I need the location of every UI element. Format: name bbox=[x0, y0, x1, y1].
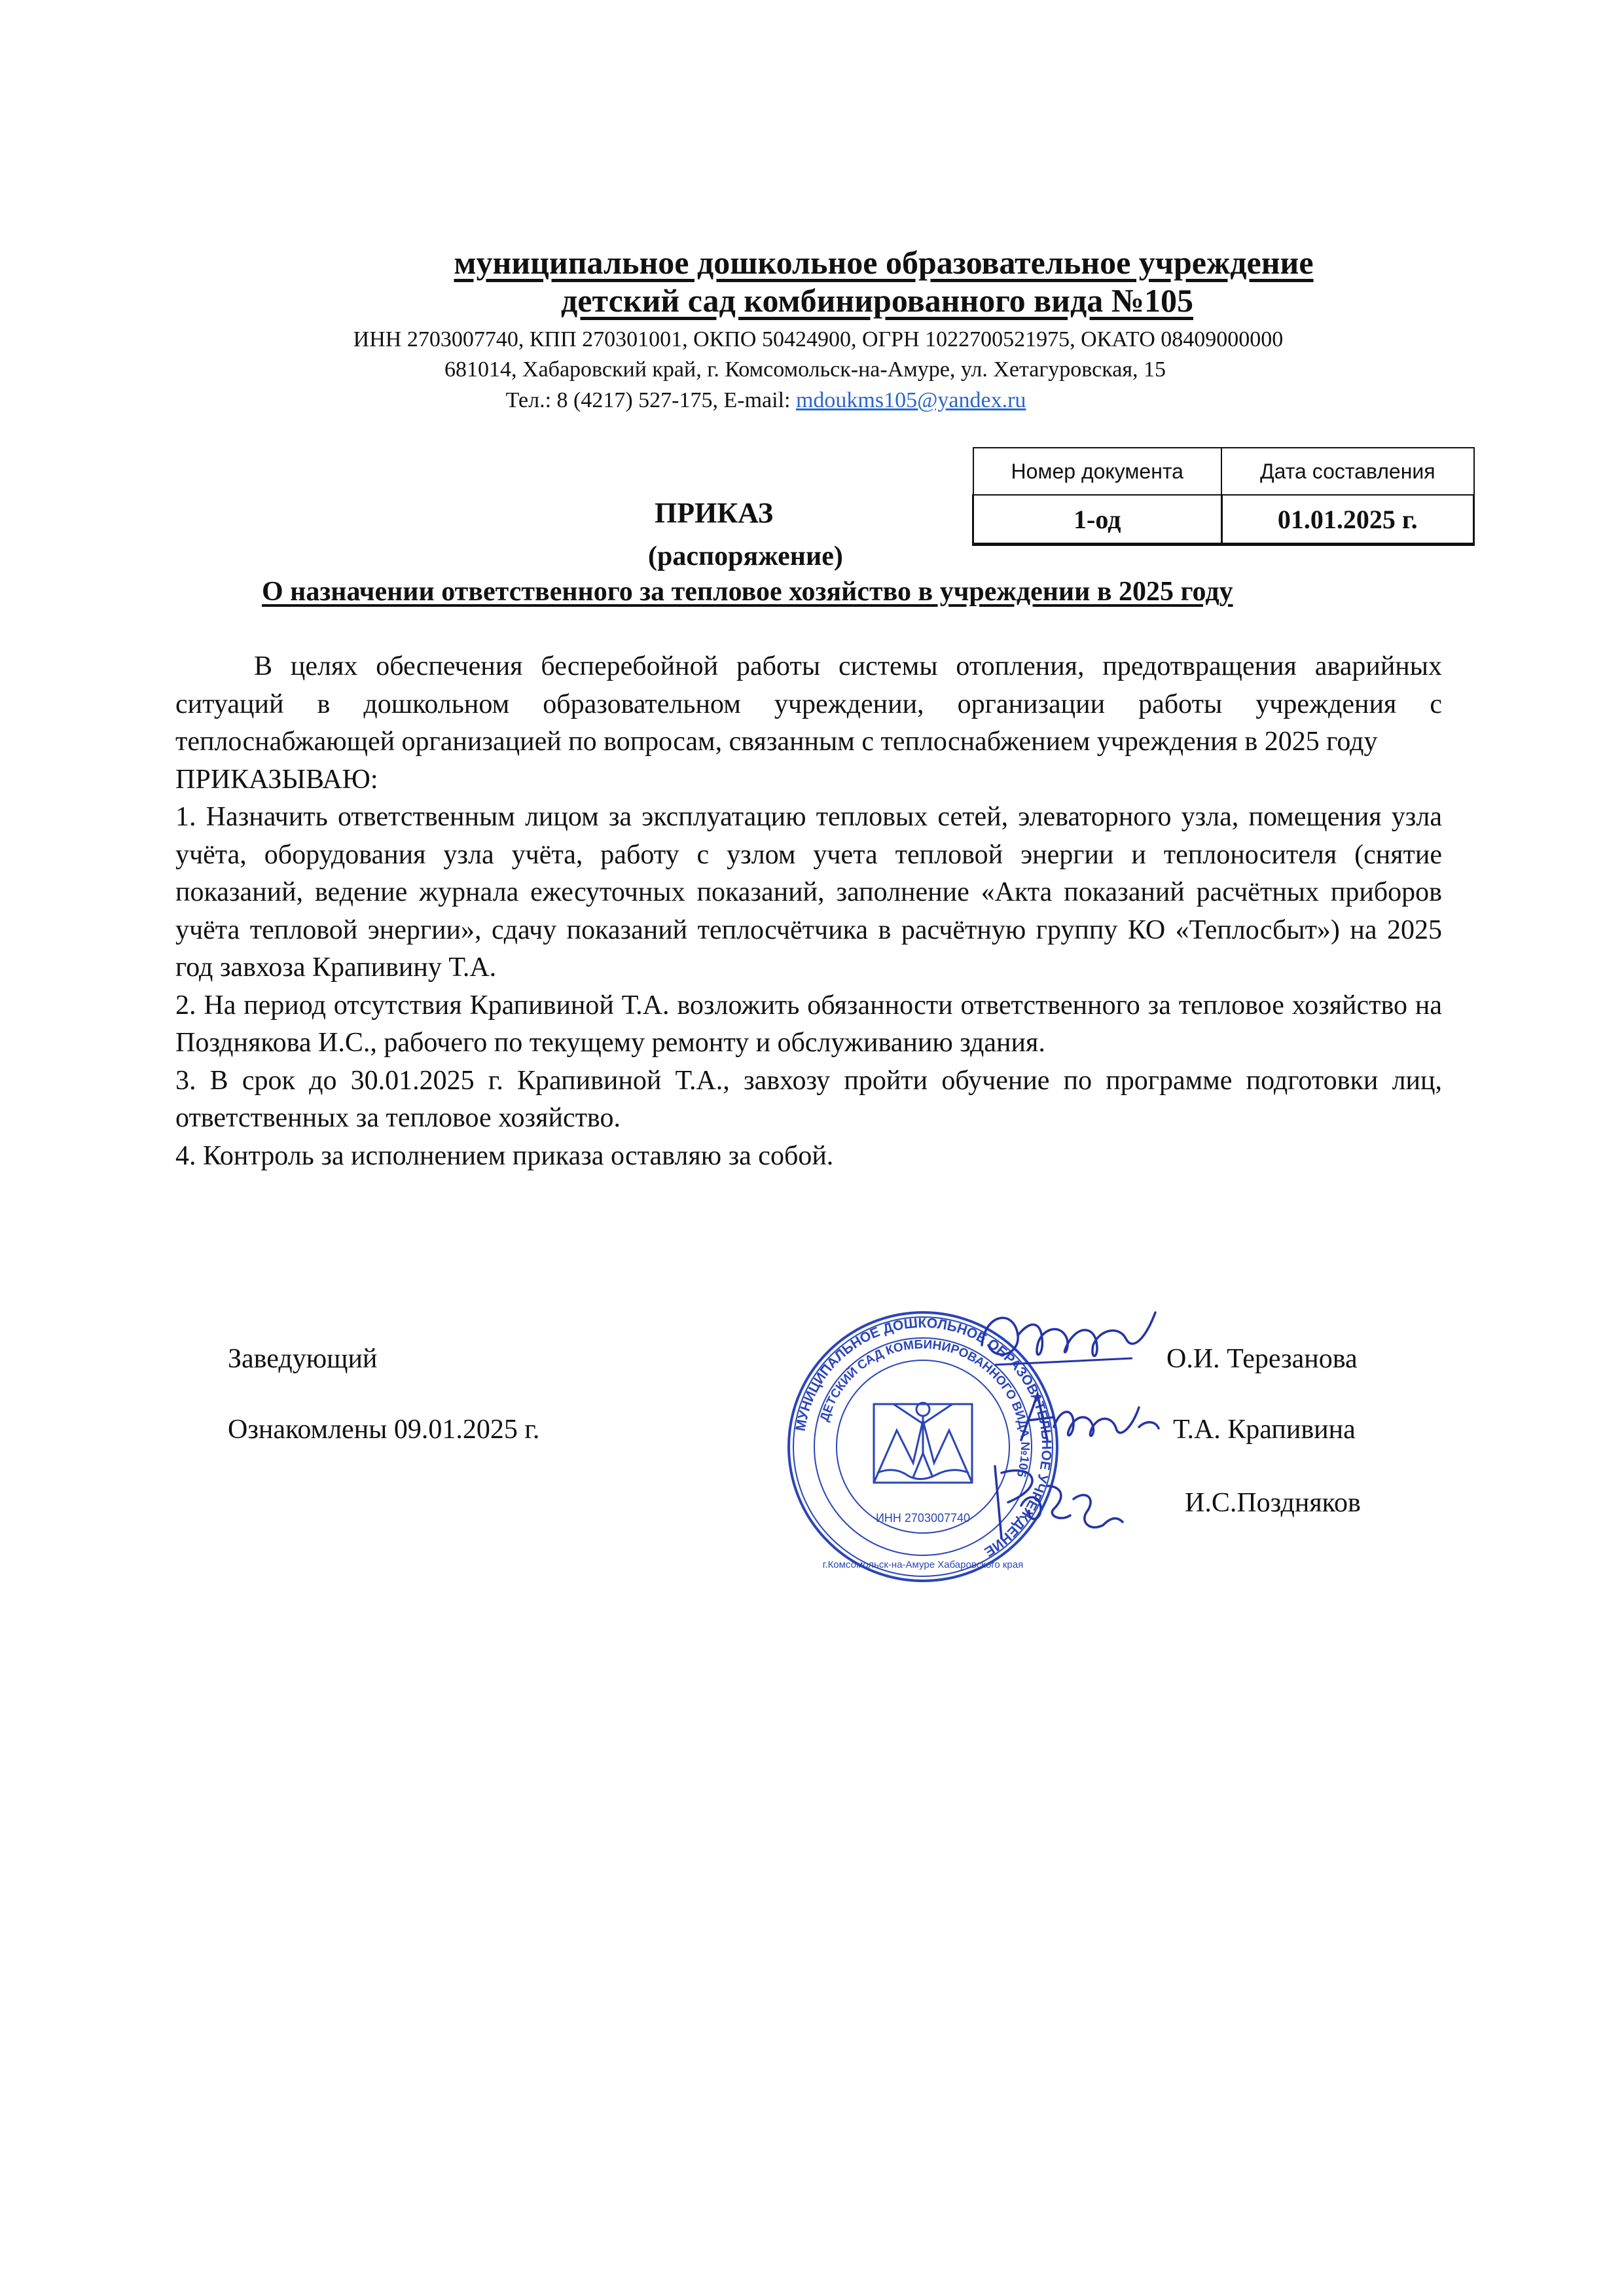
doc-number-value: 1-од bbox=[973, 495, 1222, 545]
signer-position: Заведующий bbox=[228, 1344, 378, 1374]
org-contacts bbox=[0, 388, 1624, 413]
seal-city: г.Комсомольск-на-Амуре Хабаровского края bbox=[822, 1559, 1024, 1570]
seal-inn: ИНН 2703007740 bbox=[875, 1511, 971, 1525]
signer-name: О.И. Терезанова bbox=[1166, 1344, 1358, 1374]
doc-body bbox=[175, 648, 1442, 1175]
org-name-line1: муниципальное дошкольное образовательное учреждение bbox=[454, 244, 1314, 281]
order-item-3: 3. В срок до 30.01.2025 г. Крапивиной Т.А., завхозу пройти обучение по программе подготовки лиц, ответственных за тепловое хозяйство. bbox=[175, 1065, 1442, 1133]
acquainted-label: Ознакомлены 09.01.2025 г. bbox=[228, 1415, 540, 1445]
acquainted-name-1: Т.А. Крапивина bbox=[1173, 1415, 1356, 1445]
org-email-link[interactable]: mdoukms105@yandex.ru bbox=[795, 388, 1026, 412]
org-phone: Тел.: 8 (4217) 527-175, E-mail: bbox=[505, 388, 796, 412]
doc-number-header: Номер документа bbox=[973, 448, 1222, 495]
doc-number-table bbox=[972, 447, 1475, 546]
doc-date-value: 01.01.2025 г. bbox=[1221, 495, 1473, 545]
head-signature bbox=[969, 1299, 1165, 1378]
seal-emblem-icon bbox=[874, 1403, 972, 1483]
order-item-2: 2. На период отсутствия Крапивиной Т.А. возложить обязанности ответственного за тепловое хозяйство на Позднякова И.С., рабочего по текущему ремонту и обслуживанию здания. bbox=[175, 990, 1442, 1058]
org-requisites: ИНН 2703007740, КПП 270301001, ОКПО 50424900, ОГРН 1022700521975, ОКАТО 08409000000 bbox=[353, 327, 1284, 352]
doc-title: ПРИКАЗ bbox=[655, 497, 774, 529]
order-item-4: 4. Контроль за исполнением приказа оставляю за собой. bbox=[175, 1140, 834, 1171]
doc-subject: О назначении ответственного за тепловое хозяйство в учреждении в 2025 году bbox=[262, 577, 1233, 607]
intro-paragraph: В целях обеспечения бесперебойной работы системы отопления, предотвращения аварийных ситуаций в дошкольном образовательном учреждении, организации работы учреждения с теплоснабжающей организацией по вопросам, связанным с теплоснабжением учреждения в 2025 году bbox=[175, 651, 1442, 757]
krapivina-signature bbox=[1008, 1388, 1165, 1453]
order-item-1: 1. Назначить ответственным лицом за эксплуатацию тепловых сетей, элеваторного узла, помещения узла учёта, оборудования узла учёта, работу с узлом учета тепловой энергии и теплоносителя (снятие показаний, ведение журнала ежесуточных показаний, заполнение «Акта показаний расчётных приборов учёта тепловой энергии», сдачу показаний теплосчётчика в расчётную группу КО «Теплосбыт») на 2025 год завхоза Крапивину Т.А. bbox=[175, 802, 1442, 983]
doc-date-header: Дата составления bbox=[1221, 448, 1473, 495]
seal-outer-text: МУНИЦИПАЛЬНОЕ ДОШКОЛЬНОЕ ОБРАЗОВАТЕЛЬНОЕ УЧРЕЖДЕНИЕ bbox=[793, 1315, 1055, 1560]
seal-inner-text: ДЕТСКИЙ САД КОМБИНИРОВАННОГО ВИДА №105 bbox=[818, 1337, 1032, 1479]
doc-subtitle: (распоряжение) bbox=[648, 541, 843, 571]
org-name-line2: детский сад комбинированного вида №105 bbox=[560, 282, 1194, 319]
pozdnyakov-signature bbox=[975, 1460, 1126, 1558]
acquainted-name-2: И.С.Поздняков bbox=[1185, 1488, 1361, 1518]
org-address: 681014, Хабаровский край, г. Комсомольск-на-Амуре, ул. Хетагуровская, 15 bbox=[444, 357, 1166, 382]
order-word: ПРИКАЗЫВАЮ: bbox=[175, 764, 378, 795]
